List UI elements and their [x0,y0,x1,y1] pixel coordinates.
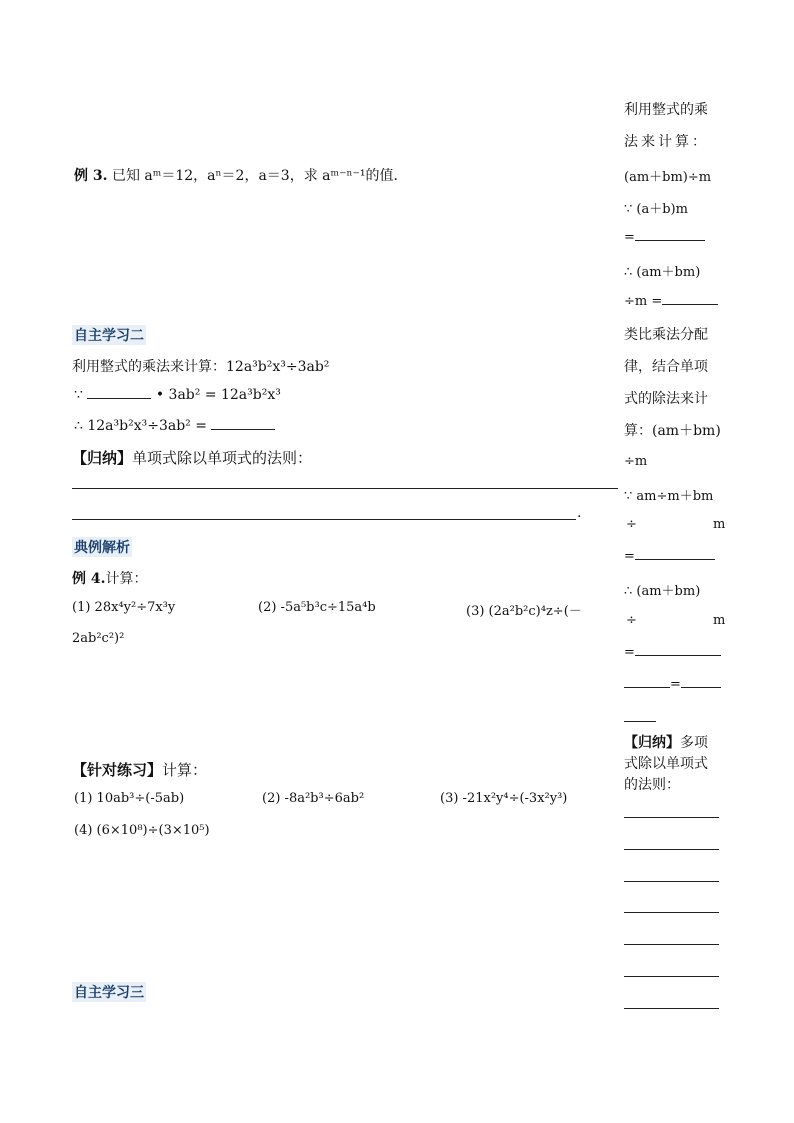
example-3 [74,165,408,185]
problem-2: (2) -5a⁵b³c÷15a⁴b [258,600,376,615]
practice-3: (3) -21x²y⁴÷(-3x²y³) [440,791,568,806]
answer-line [624,721,656,722]
answer-line [624,976,719,977]
practice-4: (4) (6×10⁸)÷(3×10⁵) [74,823,210,838]
sidebar-summary-label: 【归纳】 [624,735,680,751]
equals-sign: = [624,645,635,660]
sidebar-line-18 [624,645,721,660]
sidebar-line-1: 利用整式的乘 [624,102,708,118]
sidebar-line-12: ÷m [624,454,648,469]
answer-line [624,944,719,945]
study-2-line-1: 利用整式的乘法来计算：12a³b²x³÷3ab² [72,359,330,375]
divide-m: ÷m = [624,294,663,309]
summary-label: 【归纳】 [72,449,133,467]
practice-text: 计算： [162,761,208,779]
blank-line [681,687,721,688]
sidebar-line-15 [624,549,715,564]
blank-line [635,240,705,241]
sidebar-line-16: ∴ (am＋bm) [624,584,701,599]
sidebar-line-9: 律，结合单项 [624,359,708,375]
equals-sign: = [624,230,635,245]
example-3-label: 例 3. [74,168,108,184]
blank-line [635,559,715,560]
study-2-line-3 [74,418,275,434]
example-4-text: 计算： [105,571,148,587]
study-2-line-3-text: ∴ 12a³b²x³÷3ab² = [74,418,207,434]
sidebar-summary-line-2: 式除以单项式 [624,756,708,772]
example-4 [72,568,148,588]
sidebar-line-5 [624,230,705,245]
section-heading-study-3: 自主学习三 [72,982,146,1002]
sidebar-line-6: ∴ (am＋bm) [624,265,701,280]
problem-3-continued: 2ab²c²)² [72,631,125,646]
sidebar-line-2: 法来计算： [624,134,709,150]
blank-line [662,304,718,305]
example-3-text: 已知 aᵐ＝12，aⁿ＝2，a＝3，求 aᵐ⁻ⁿ⁻¹的值． [111,168,408,184]
sidebar-line-3: (am＋bm)÷m [624,170,712,185]
answer-line [624,912,719,913]
practice-label: 【针对练习】 [72,761,163,779]
answer-line [624,1008,719,1009]
sidebar-line-4: ∵ (a＋b)m [624,202,688,217]
sidebar-line-14a: ÷ [626,517,637,532]
problem-3: (3) (2a²b²c)⁴z÷(－ [466,604,582,619]
answer-line [624,817,719,818]
because-symbol: ∵ [74,387,83,403]
sidebar-summary-text-1: 多项 [680,735,708,751]
practice-heading [72,759,207,780]
blank-line [211,429,275,430]
sidebar-line-13: ∵ am÷m＋bm [624,489,714,504]
sidebar-line-17b: m [713,613,726,628]
study-2-line-2-rest: • 3ab² = 12a³b²x³ [155,387,281,403]
section-heading-examples: 典例解析 [72,537,132,557]
sidebar-line-7 [624,294,718,309]
example-4-label: 例 4. [72,571,106,587]
study-2-summary [72,447,312,468]
blank-line [624,687,670,688]
sidebar-line-8: 类比乘法分配 [624,327,708,343]
equals-sign: = [624,549,635,564]
sidebar-line-14b: m [713,517,726,532]
problem-1: (1) 28x⁴y²÷7x³y [72,600,176,615]
practice-2: (2) -8a²b³÷6ab² [262,791,365,806]
sidebar-line-11: 算：(am＋bm) [624,423,721,439]
sidebar-line-10: 式的除法来计 [624,391,708,407]
blank-line [635,655,721,656]
sidebar-line-17a: ÷ [626,613,637,628]
equals-sign: = [670,677,681,692]
period: . [577,505,582,521]
answer-line [624,881,719,882]
answer-line [72,488,618,489]
section-heading-study-2: 自主学习二 [72,325,146,345]
sidebar-summary-line-1 [624,732,708,752]
answer-line [624,849,719,850]
blank-line [87,398,151,399]
answer-line [72,519,576,520]
practice-1: (1) 10ab³÷(-5ab) [74,791,185,806]
sidebar-line-19 [624,677,721,692]
summary-text: 单项式除以单项式的法则： [132,449,313,467]
sidebar-summary-line-3: 的法则： [624,777,680,793]
study-2-line-2 [74,387,281,403]
